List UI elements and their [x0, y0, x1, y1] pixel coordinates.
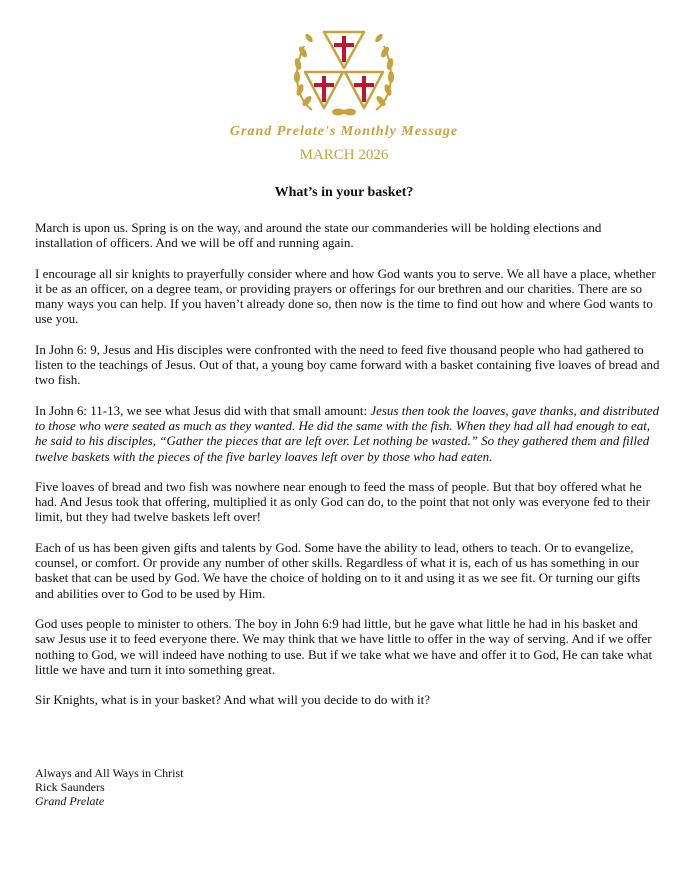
- paragraph-lead: In John 6: 11-13, we see what Jesus did with that small amount:: [35, 402, 371, 418]
- signature-name: Rick Saunders: [35, 780, 105, 794]
- paragraph: I encourage all sir knights to prayerfully consider where and how God wants you to serve. We all have a place, whether it be as an officer, on a degree team, or providing prayers or offerings for our brethren and our charities. There are so many ways you can help. If you haven’t already done so, then now is the time to find out how and where God wants to use you.: [35, 265, 656, 327]
- paragraph: Sir Knights, what is in your basket? And what will you decide to do with it?: [35, 692, 431, 708]
- paragraph: In John 6: 9, Jesus and His disciples were confronted with the need to feed five thousand people who had gathered to listen to the teachings of Jesus. Out of that, a young boy came forward with a basket containing five loaves of bread and two fish.: [35, 341, 660, 388]
- signature-closing: Always and All Ways in Christ: [35, 766, 184, 780]
- paragraph: Five loaves of bread and two fish was nowhere near enough to feed the mass of people. But that boy offered what he had. And Jesus took that offering, multiplied it as only God can do, to the point that not only was everyone fed to their limit, but they had twelve baskets left over!: [35, 478, 650, 525]
- ribbon-bow-icon: [332, 109, 356, 116]
- article-title: What’s in your basket?: [274, 185, 414, 200]
- paragraph: March is upon us. Spring is on the way, and around the state our commanderies will be holding elections and installation of officers. And we will be off and running again.: [35, 220, 602, 251]
- paragraph: [35, 403, 661, 464]
- paragraph: Each of us has been given gifts and talents by God. Some have the ability to lead, others to teach. Or to evangelize, counsel, or comfort. Or provide any number of other skills. Regardless of what it is, each of us has something in our basket that can be used by God. We have the choice of holding on to it and using it as we see fit. Or turning our gifts and abilities over to God to be used by Him.: [35, 539, 641, 601]
- article-body: [35, 220, 661, 722]
- signature-block: [35, 766, 183, 808]
- header-date: MARCH 2026: [299, 147, 389, 163]
- header-title: Grand Prelate's Monthly Message: [229, 124, 459, 139]
- scripture-quote: Jesus then took the loaves, gave thanks, and distributed to those who were seated as much as they wanted. He did the same with the fish. When they had all had enough to eat, he said to his disciples, “Gather the pieces that are left over. Let nothing be wasted.” So they gathered them and filled twelve baskets with the pieces of the five barley loaves left over by those who had eaten.: [35, 402, 660, 464]
- paragraph: God uses people to minister to others. The boy in John 6:9 had little, but he gave what little he had in his basket and saw Jesus use it to feed everyone there. We may think that we have little to offer in the way of serving. And if we offer nothing to God, we will indeed have nothing to use. But if we take what we have and offer it to God, He can take what little we have and turn it into something great.: [35, 615, 653, 677]
- signature-role: Grand Prelate: [35, 794, 105, 808]
- grand-prelate-emblem: [282, 28, 406, 120]
